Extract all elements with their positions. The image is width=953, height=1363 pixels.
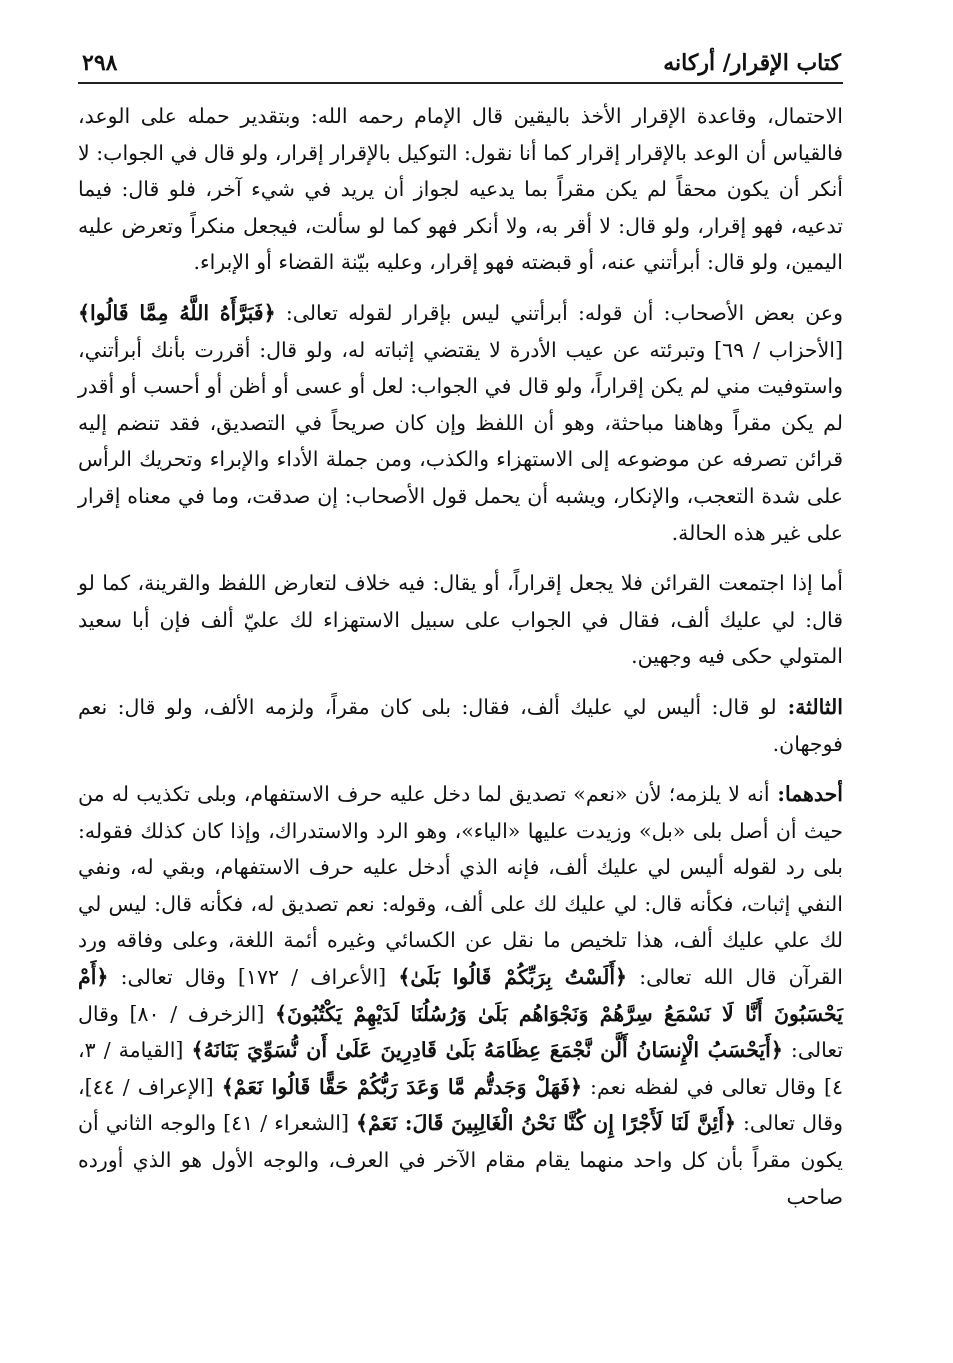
paragraph-text: أنه لا يلزمه؛ لأن «نعم» تصديق لما دخل عليه حرف الاستفهام، وبلى تكذيب له من حيث أن أصل بلى «بل» وزيدت عليها «الياء»، وهو الرد والاستدراك، وإذا كان كذلك فقوله: بلى رد لقوله أليس لي عليك ألف، فإنه الذي أدخل عليه حرف الاستفهام، وبقي له، ونفي النفي إثبات، فكأنه قال: لي عليك لك على ألف، وقوله: نعم تصديق له، فكأنه قال: ليس لي لك علي عليك ألف، هذا تلخيص ما نقل عن الكسائي وغيره أئمة اللغة، وعلى وفاقه ورد القرآن قال الله تعالى: — [78, 782, 843, 990]
paragraph — [78, 98, 843, 281]
paragraph-text: لو قال: أليس لي عليك ألف، فقال: بلى كان مقراً، ولزمه الألف، ولو قال: نعم فوجهان. — [78, 694, 843, 756]
paragraph — [78, 295, 843, 551]
quran-verse: ﴿أَئِنَّ لَنَا لَأَجْرًا إِن كُنَّا نَحْنُ الْغَالِبِينَ قَالَ: نَعَمْ﴾ — [356, 1111, 736, 1136]
page-body — [78, 98, 843, 1215]
paragraph — [78, 565, 843, 675]
paragraph-text: [الشعراء / ٤١] والوجه الثاني أن يكون مقراً بأن كل واحد منهما يقام مقام الآخر في العرف، والوجه الأول هو الذي أورده صاحب — [78, 1111, 843, 1209]
paragraph — [78, 776, 843, 1215]
page-header — [78, 36, 843, 84]
quran-verse: ﴿فَهَلْ وَجَدتُّم مَّا وَعَدَ رَبُّكُمْ حَقًّا قَالُوا نَعَمْ﴾ — [221, 1074, 582, 1099]
paragraph-text: الاحتمال، وقاعدة الإقرار الأخذ باليقين قال الإمام رحمه الله: وبتقدير حمله على الوعد، فالقياس أن الوعد بالإقرار إقرار كما أنا نقول: التوكيل بالإقرار إقرار، ولو قال في الجواب: لا أنكر أن يكون محقاً لم يكن مقراً بما يدعيه لجواز أن يريد في شيء آخر، فلو قال: فيما تدعيه، فهو إقرار، ولو قال: لا أقر به، ولا أنكر فهو كما لو سألت، فيجعل منكراً وتعرض عليه اليمين، ولو قال: أبرأتني عنه، أو قبضته فهو إقرار، وعليه بيّنة القضاء أو الإبراء. — [78, 104, 843, 275]
paragraph-text: [الأعراف / ١٧٢] وقال تعالى: — [108, 965, 399, 990]
running-title: كتاب الإقرار/ أركانه — [663, 50, 841, 76]
paragraph-text: [الزخرف / ٨٠] وقال تعالى: — [78, 1001, 843, 1063]
quran-verse: ﴿أَلَسْتُ بِرَبِّكُمْ قَالُوا بَلَىٰ﴾ — [398, 965, 628, 990]
quran-verse: ﴿أَمْ يَحْسَبُونَ أَنَّا لَا نَسْمَعُ سِرَّهُمْ وَنَجْوَاهُم بَلَىٰ وَرُسُلُنَا لَدَيْهِمْ يَكْتُبُونَ﴾ — [78, 965, 843, 1026]
section-lead: أحدهما: — [769, 782, 843, 807]
paragraph-text: [الأحزاب / ٦٩] وتبرئته عن عيب الأدرة لا يقتضي إثباته له، ولو قال: أقررت بأنك أبرأتني، واستوفيت مني لم يكن إقراراً، ولو قال في الجواب: لعل أو عسى أو أظن أو أحسب أو أقدر لم يكن مقراً وهاهنا مباحثة، وهو أن اللفظ وإن كان صريحاً في التصديق، فقد تنضم إليه قرائن تصرفه عن موضوعه إلى الاستهزاء والكذب، ومن جملة الأداء والإبراء وتحريك الرأس على شدة التعجب، والإنكار، ويشبه أن يحمل قول الأصحاب: إن صدقت، وما في معناه إقرار على غير هذه الحالة. — [78, 337, 843, 545]
paragraph — [78, 689, 843, 762]
paragraph-text: أما إذا اجتمعت القرائن فلا يجعل إقراراً، أو يقال: فيه خلاف لتعارض اللفظ والقرينة، كما لو قال: لي عليك ألف، فقال في الجواب على سبيل الاستهزاء لك عليّ ألف فإن أبا سعيد المتولي حكى فيه وجهين. — [78, 571, 843, 669]
paragraph-text: [الإعراف / ٤٤]، وقال تعالى: — [78, 1074, 843, 1136]
quran-verse: ﴿أَيَحْسَبُ الْإِنسَانُ أَلَّن نَّجْمَعَ عِظَامَهُ بَلَىٰ قَادِرِينَ عَلَىٰ أَن نُّسَوِّيَ بَنَانَهُ﴾ — [191, 1038, 783, 1063]
section-lead: الثالثة: — [776, 694, 843, 719]
quran-verse: ﴿فَبَرَّأَهُ اللَّهُ مِمَّا قَالُوا﴾ — [78, 300, 276, 325]
paragraph-text: وعن بعض الأصحاب: أن قوله: أبرأتني ليس بإقرار لقوله تعالى: — [275, 300, 843, 325]
paragraph-text: [القيامة / ٣، ٤] وقال تعالى في لفظه نعم: — [78, 1038, 843, 1099]
page-number: ٢٩٨ — [82, 50, 118, 76]
